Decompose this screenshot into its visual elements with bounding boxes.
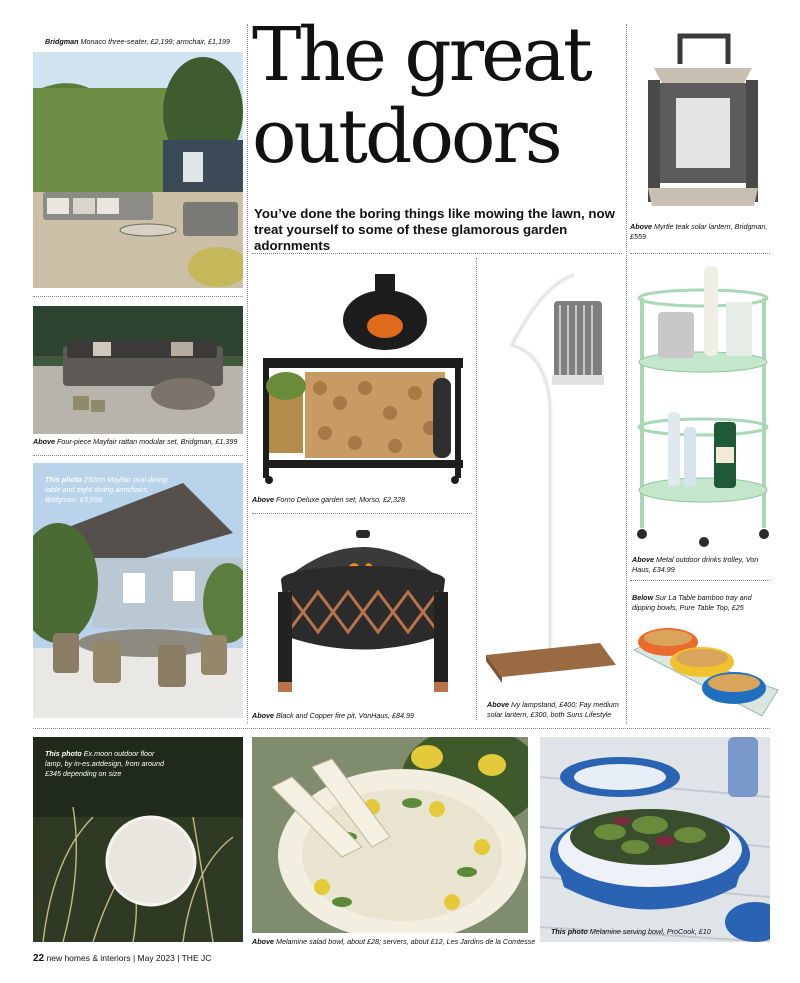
caption-forno bbox=[252, 495, 472, 505]
salad-bowl-photo bbox=[252, 737, 528, 933]
caption-bridgman-sofa bbox=[45, 37, 245, 47]
caption-text: 230cm Mayfair oval dining table and eight dining armchairs, Bridgman, £3,699 bbox=[45, 475, 168, 504]
caption-text: Forno Deluxe garden set, Morso, £2,328 bbox=[273, 495, 406, 504]
caption-salad-bowl bbox=[252, 937, 542, 947]
caption-text: Melamine salad bowl, about £28; servers, about £12, Les Jardins de la Comtesse bbox=[273, 937, 536, 946]
row-divider-left-1 bbox=[33, 296, 243, 297]
caption-text: Metal outdoor drinks trolley, Von Haus, £34.99 bbox=[632, 555, 759, 574]
caption-lead: This photo bbox=[45, 749, 82, 758]
caption-text: Ivy lampstand, £400; Fay medium solar lantern, £300, both Suns Lifestyle bbox=[487, 700, 619, 719]
caption-lead: Above bbox=[33, 437, 55, 446]
caption-text: Ex.moon outdoor floor lamp, by in-es.artdesign, from around £345 depending on size bbox=[45, 749, 165, 778]
caption-lead: Above bbox=[252, 495, 274, 504]
page-title bbox=[252, 14, 622, 178]
caption-bamboo-tray bbox=[632, 593, 772, 613]
row-divider-left-2 bbox=[33, 455, 243, 456]
caption-serving-bowl bbox=[551, 927, 751, 937]
column-divider-1 bbox=[247, 24, 248, 724]
caption-fire-pit bbox=[252, 711, 472, 721]
caption-moon-lamp bbox=[45, 749, 167, 779]
lampstand-photo bbox=[482, 265, 620, 685]
page-subtitle: You’ve done the boring things like mowing the lawn, now treat yourself to some of these glamorous garden adornments bbox=[254, 206, 615, 253]
caption-lead: Below bbox=[632, 593, 654, 602]
caption-lead: Above bbox=[487, 700, 509, 709]
caption-lead: This photo bbox=[45, 475, 82, 484]
caption-myrtle bbox=[630, 222, 770, 242]
page-title-line1: The great bbox=[252, 12, 590, 98]
caption-lead: Bridgman bbox=[45, 37, 79, 46]
caption-text: Melamine serving bowl, ProCook, £10 bbox=[587, 927, 711, 936]
caption-lampstand bbox=[487, 700, 622, 720]
caption-mayfair-dining bbox=[45, 475, 170, 505]
drinks-trolley-photo bbox=[634, 262, 772, 550]
bamboo-tray-photo bbox=[630, 620, 780, 720]
fire-pit-photo bbox=[268, 522, 458, 702]
caption-lead: Above bbox=[252, 711, 274, 720]
garden-sofa-photo bbox=[33, 52, 243, 288]
myrtle-lantern-photo bbox=[640, 28, 765, 211]
column-divider-3 bbox=[476, 258, 477, 720]
mayfair-modular-photo bbox=[33, 306, 243, 434]
caption-text: Monaco three-seater, £2,199; armchair, £1,199 bbox=[78, 37, 230, 46]
caption-text: Four-piece Mayfair rattan modular set, Bridgman, £1,399 bbox=[54, 437, 238, 446]
row-divider-bottom bbox=[33, 728, 770, 729]
footer-text: new homes & interiors | May 2023 | THE JC bbox=[44, 953, 212, 963]
forno-garden-set-photo bbox=[255, 268, 470, 493]
column-divider-2 bbox=[626, 24, 627, 724]
caption-text: Sur La Table bamboo tray and dipping bowls, Pure Table Top, £25 bbox=[632, 593, 752, 612]
caption-lead: This photo bbox=[551, 927, 588, 936]
page-title-line2: outdoors bbox=[252, 94, 560, 180]
caption-trolley bbox=[632, 555, 772, 575]
page-footer bbox=[33, 953, 211, 964]
caption-lead: Above bbox=[252, 937, 274, 946]
caption-mayfair-modular bbox=[33, 437, 245, 447]
row-divider-mid-2 bbox=[252, 513, 472, 514]
caption-lead: Above bbox=[632, 555, 654, 564]
caption-text: Black and Copper fire pit, VonHaus, £84.99 bbox=[273, 711, 414, 720]
caption-lead: Above bbox=[630, 222, 652, 231]
serving-bowl-photo bbox=[540, 737, 770, 942]
page-number: 22 bbox=[33, 953, 45, 964]
row-divider-right-2 bbox=[630, 580, 770, 581]
caption-text: Myrtle teak solar lantern, Bridgman, £559 bbox=[630, 222, 768, 241]
row-divider-right-1 bbox=[630, 253, 770, 254]
